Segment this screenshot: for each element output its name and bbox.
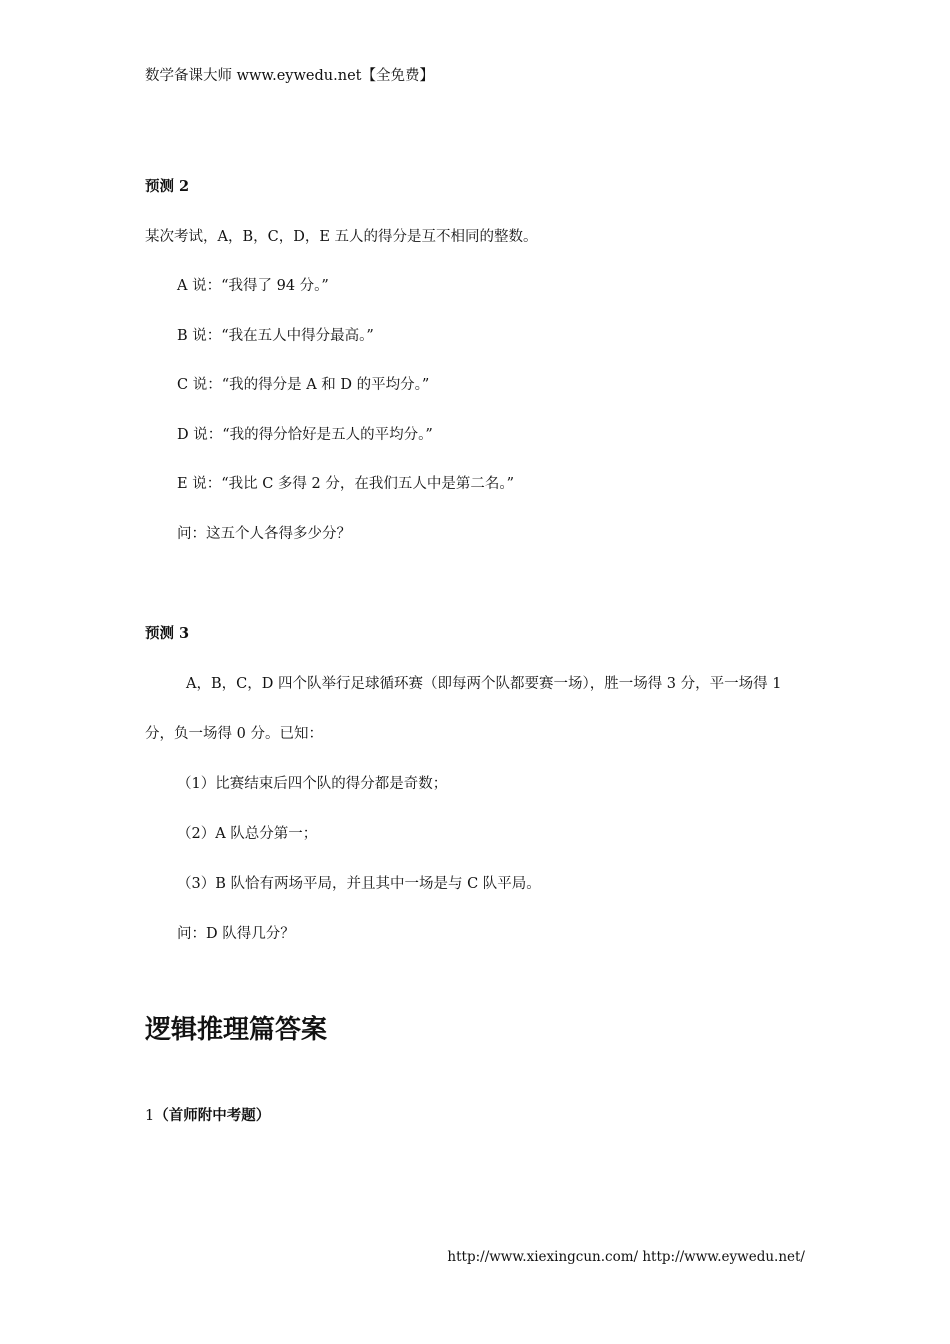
problem2-title: 预测 2 [145, 178, 190, 195]
problem2-statement-c: C 说：“我的得分是 A 和 D 的平均分。” [177, 377, 430, 393]
problem3-intro-line2: 分，负一场得 0 分。已知： [145, 726, 323, 742]
problem3-condition-1: （1）比赛结束后四个队的得分都是奇数； [177, 776, 448, 792]
problem2-intro: 某次考试，A，B，C，D，E 五人的得分是互不相同的整数。 [145, 229, 538, 245]
problem2-statement-e: E 说：“我比 C 多得 2 分，在我们五人中是第二名。” [177, 476, 515, 492]
problem3-condition-2: （2）A 队总分第一； [177, 826, 318, 842]
problem2-statement-a: A 说：“我得了 94 分。” [177, 278, 329, 294]
problem3-title: 预测 3 [145, 625, 190, 642]
page-footer: http://www.xiexingcun.com/ http://www.eywedu.net/ [447, 1249, 805, 1265]
answer-item-1-number: 1 [145, 1108, 155, 1124]
problem3-intro-line1: A，B，C，D 四个队举行足球循环赛（即每两个队都要赛一场），胜一场得 3 分，平一场得 1 [186, 676, 782, 692]
page-header: 数学备课大师 www.eywedu.net【全免费】 [145, 68, 434, 84]
problem2-statement-d: D 说：“我的得分恰好是五人的平均分。” [177, 427, 433, 443]
answers-section-title: 逻辑推理篇答案 [145, 1015, 328, 1045]
problem3-question: 问：D 队得几分？ [177, 926, 295, 942]
answer-item-1-label: （首师附中考题） [154, 1107, 271, 1124]
problem2-question: 问：这五个人各得多少分？ [177, 526, 351, 542]
problem3-condition-3: （3）B 队恰有两场平局，并且其中一场是与 C 队平局。 [177, 876, 541, 892]
answer-item-1 [145, 1106, 270, 1126]
problem2-statement-b: B 说：“我在五人中得分最高。” [177, 328, 374, 344]
